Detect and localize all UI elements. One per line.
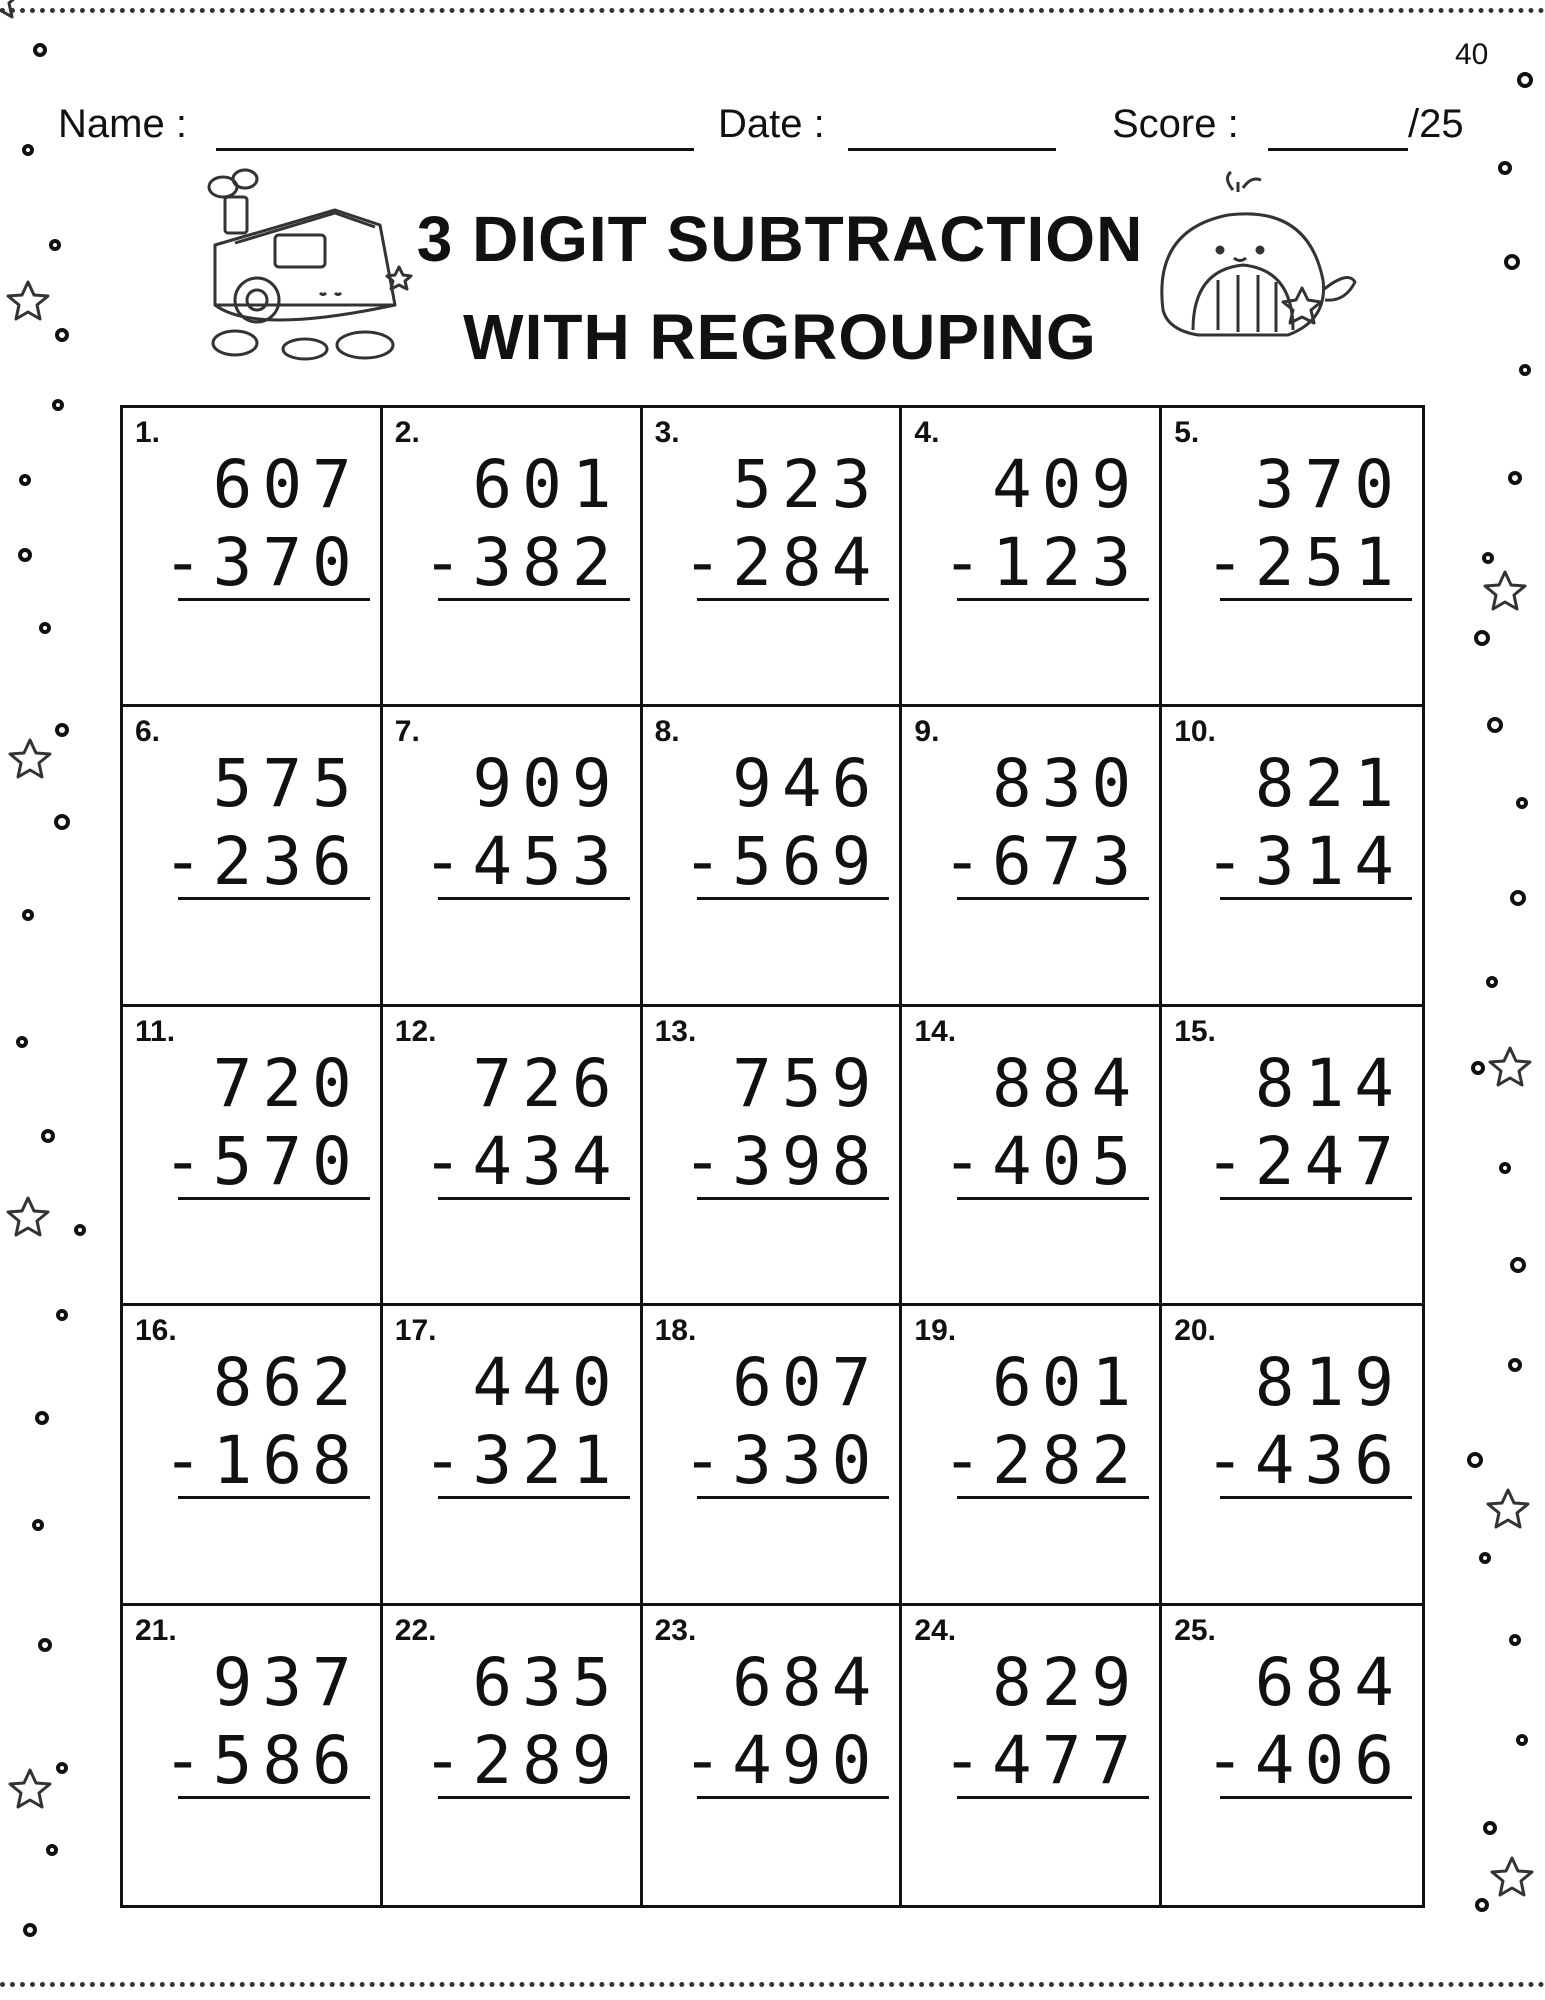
score-total: /25 [1408, 102, 1464, 146]
answer-line [438, 1496, 630, 1499]
problem-number: 1. [135, 416, 161, 449]
problem-cell[interactable] [123, 707, 383, 1006]
answer-line [957, 598, 1149, 601]
answer-line [697, 598, 889, 601]
answer-line [178, 1197, 370, 1200]
page-number: 40 [1455, 38, 1489, 71]
problem-number: 16. [135, 1314, 177, 1348]
answer-line [1220, 1796, 1412, 1799]
problem-cell[interactable] [1162, 1306, 1422, 1605]
date-field[interactable] [848, 148, 1056, 151]
subtrahend: -453 [422, 823, 622, 901]
subtrahend: -330 [682, 1422, 882, 1500]
minuend: 946 [732, 745, 882, 823]
minuend: 601 [472, 446, 622, 523]
problem-number: 3. [654, 416, 680, 449]
problem-number: 17. [394, 1314, 437, 1348]
problem-number: 25. [1174, 1613, 1216, 1647]
problem-cell[interactable] [902, 1606, 1162, 1905]
problem-cell[interactable] [383, 1007, 643, 1306]
subtrahend: -284 [682, 524, 882, 601]
answer-line [697, 897, 889, 900]
minuend: 814 [1254, 1044, 1404, 1122]
minuend: 607 [212, 446, 362, 523]
problem-cell[interactable] [123, 1606, 383, 1905]
subtrahend: -570 [162, 1122, 362, 1200]
worksheet-header [0, 96, 1545, 156]
problem-number: 12. [394, 1014, 437, 1048]
problem-number: 4. [914, 416, 940, 449]
problem-number: 2. [394, 416, 420, 449]
problem-number: 13. [654, 1014, 697, 1048]
answer-line [1220, 897, 1412, 900]
subtrahend: -168 [162, 1422, 362, 1500]
minuend: 821 [1254, 745, 1404, 823]
subtrahend: -398 [682, 1122, 882, 1200]
answer-line [1220, 598, 1412, 601]
answer-line [1220, 1496, 1412, 1499]
subtrahend: -434 [422, 1122, 622, 1200]
problem-number: 10. [1174, 715, 1216, 749]
problem-cell[interactable] [1162, 408, 1422, 707]
minuend: 937 [212, 1643, 362, 1721]
problem-cell[interactable] [643, 1606, 903, 1905]
problem-number: 11. [135, 1014, 176, 1048]
subtrahend: -282 [942, 1422, 1142, 1500]
problem-cell[interactable] [902, 408, 1162, 707]
problem-cell[interactable] [1162, 1606, 1422, 1905]
minuend: 409 [991, 446, 1142, 523]
minuend: 720 [212, 1044, 362, 1122]
problem-number: 23. [654, 1613, 697, 1647]
subtrahend: -673 [942, 823, 1142, 901]
problem-cell[interactable] [383, 1306, 643, 1605]
minuend: 862 [212, 1344, 362, 1422]
worksheet-title [380, 190, 1180, 386]
problem-number: 22. [394, 1613, 437, 1647]
problem-cell[interactable] [902, 1007, 1162, 1306]
subtrahend: -436 [1205, 1422, 1404, 1500]
problem-cell[interactable] [123, 408, 383, 707]
subtrahend: -382 [422, 524, 622, 601]
minuend: 601 [991, 1344, 1142, 1422]
problem-number: 7. [394, 715, 420, 749]
problem-cell[interactable] [383, 408, 643, 707]
problem-cell[interactable] [643, 707, 903, 1006]
problem-cell[interactable] [902, 707, 1162, 1006]
answer-line [438, 598, 630, 601]
minuend: 684 [1254, 1643, 1404, 1721]
minuend: 759 [732, 1044, 882, 1122]
title-line-2: WITH REGROUPING [463, 301, 1097, 373]
answer-line [178, 897, 370, 900]
answer-line [957, 1197, 1149, 1200]
minuend: 684 [732, 1643, 882, 1721]
minuend: 884 [991, 1044, 1142, 1122]
subtrahend: -490 [682, 1721, 882, 1799]
answer-line [697, 1197, 889, 1200]
minuend: 829 [991, 1643, 1142, 1721]
name-field[interactable] [216, 148, 694, 151]
problem-cell[interactable] [1162, 1007, 1422, 1306]
subtrahend: -289 [422, 1721, 622, 1799]
subtrahend: -123 [942, 524, 1142, 601]
minuend: 726 [472, 1044, 622, 1122]
problem-number: 9. [914, 715, 940, 749]
subtrahend: -321 [422, 1422, 622, 1500]
problem-number: 24. [914, 1613, 957, 1647]
problem-cell[interactable] [902, 1306, 1162, 1605]
problem-number: 19. [914, 1314, 957, 1348]
minuend: 830 [991, 745, 1142, 823]
problem-cell[interactable] [643, 1306, 903, 1605]
answer-line [178, 1496, 370, 1499]
minuend: 635 [472, 1643, 622, 1721]
problem-cell[interactable] [383, 1606, 643, 1905]
answer-line [697, 1496, 889, 1499]
answer-line [957, 897, 1149, 900]
subtrahend: -251 [1205, 524, 1404, 601]
answer-line [178, 1796, 370, 1799]
problem-cell[interactable] [643, 1007, 903, 1306]
answer-line [178, 598, 370, 601]
score-field[interactable] [1268, 148, 1408, 151]
bottom-dotted-border [0, 1982, 1545, 1987]
subtrahend: -247 [1205, 1122, 1404, 1200]
subtrahend: -405 [942, 1122, 1142, 1200]
problem-number: 6. [135, 715, 161, 749]
problem-number: 15. [1174, 1014, 1216, 1048]
minuend: 607 [732, 1344, 882, 1422]
problem-grid [120, 405, 1425, 1908]
problem-number: 20. [1174, 1314, 1216, 1348]
problem-cell[interactable] [643, 408, 903, 707]
minuend: 909 [472, 745, 622, 823]
top-dotted-border [0, 8, 1545, 13]
subtrahend: -569 [682, 823, 882, 901]
problem-cell[interactable] [383, 707, 643, 1006]
subtrahend: -370 [162, 524, 362, 601]
answer-line [957, 1796, 1149, 1799]
answer-line [697, 1796, 889, 1799]
minuend: 440 [472, 1344, 622, 1422]
answer-line [957, 1496, 1149, 1499]
minuend: 523 [732, 446, 882, 523]
minuend: 819 [1254, 1344, 1404, 1422]
problem-number: 18. [654, 1314, 697, 1348]
subtrahend: -406 [1205, 1721, 1404, 1799]
score-label: Score : [1112, 102, 1239, 146]
problem-number: 8. [654, 715, 680, 749]
problem-number: 5. [1174, 416, 1200, 449]
answer-line [438, 897, 630, 900]
answer-line [1220, 1197, 1412, 1200]
problem-number: 21. [135, 1613, 177, 1647]
answer-line [438, 1197, 630, 1200]
minuend: 370 [1254, 446, 1404, 523]
name-label: Name : [58, 102, 187, 146]
title-line-1: 3 DIGIT SUBTRACTION [416, 203, 1144, 275]
subtrahend: -477 [942, 1721, 1142, 1799]
subtrahend: -586 [162, 1721, 362, 1799]
problem-cell[interactable] [123, 1306, 383, 1605]
problem-number: 14. [914, 1014, 957, 1048]
subtrahend: -314 [1205, 823, 1404, 901]
minuend: 575 [212, 745, 362, 823]
problem-cell[interactable] [1162, 707, 1422, 1006]
date-label: Date : [718, 102, 825, 146]
problem-cell[interactable] [123, 1007, 383, 1306]
answer-line [438, 1796, 630, 1799]
subtrahend: -236 [162, 823, 362, 901]
whale-icon [1148, 170, 1363, 350]
